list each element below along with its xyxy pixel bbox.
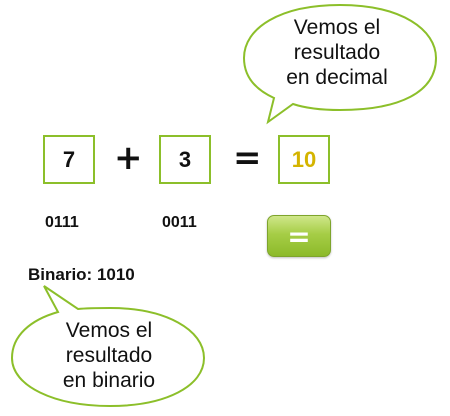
top-bubble-text xyxy=(262,15,412,90)
top-bubble-line-3: en decimal xyxy=(286,66,388,89)
operand-a-binary: 0111 xyxy=(45,214,79,231)
top-bubble-line-2: resultado xyxy=(293,41,381,64)
bottom-bubble-text xyxy=(34,318,184,393)
operand-b-binary: 0011 xyxy=(162,214,197,231)
plus-operator: + xyxy=(114,138,143,178)
top-bubble-line-1: Vemos el xyxy=(293,16,381,39)
operand-b-box: 3 xyxy=(159,135,211,184)
equals-operator: = xyxy=(233,138,262,178)
bottom-bubble-line-3: en binario xyxy=(62,369,156,392)
binary-result-label: Binario: 1010 xyxy=(28,265,135,284)
calculate-button[interactable]: = xyxy=(267,215,331,257)
bottom-bubble-line-2: resultado xyxy=(65,344,153,367)
bottom-bubble-line-1: Vemos el xyxy=(65,319,153,342)
operand-a-box: 7 xyxy=(43,135,95,184)
decimal-result-box: 10 xyxy=(278,135,330,184)
